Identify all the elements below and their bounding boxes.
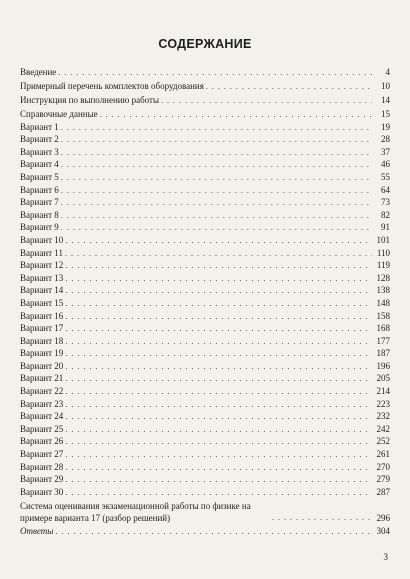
toc-entry-variant-29[interactable] bbox=[20, 473, 390, 486]
dot-leader bbox=[65, 248, 372, 261]
toc-entry-page: 73 bbox=[381, 197, 390, 208]
dot-leader bbox=[61, 197, 372, 210]
toc-entry-label: Справочные данные bbox=[20, 108, 98, 119]
toc-entry-label: Инструкция по выполнению работы bbox=[20, 94, 160, 105]
toc-entry-label: Вариант 3 bbox=[20, 146, 59, 157]
toc-entry-variant-8[interactable] bbox=[20, 209, 390, 222]
toc-entry-variant-11[interactable] bbox=[20, 247, 390, 260]
dot-leader bbox=[61, 172, 372, 185]
toc-entry-label: Вариант 20 bbox=[20, 360, 64, 371]
toc-entry-label: Вариант 15 bbox=[20, 297, 64, 308]
toc-entry-variant-16[interactable] bbox=[20, 310, 390, 323]
toc-entry-page: 82 bbox=[381, 209, 390, 220]
dot-leader bbox=[65, 361, 372, 374]
toc-entry-label: Примерный перечень комплектов оборудования bbox=[20, 80, 204, 91]
dot-leader bbox=[65, 487, 372, 500]
toc-entry-page: 46 bbox=[381, 159, 390, 170]
dot-leader bbox=[55, 525, 372, 539]
toc-entry-page: 296 bbox=[376, 513, 390, 524]
toc-entry-page: 91 bbox=[381, 222, 390, 233]
toc-entry-label: Вариант 26 bbox=[20, 436, 64, 447]
toc-entry-label: Вариант 12 bbox=[20, 260, 64, 271]
toc-entry-label: Вариант 29 bbox=[20, 474, 64, 485]
toc-entry-variant-25[interactable] bbox=[20, 423, 390, 436]
toc-entry-variant-14[interactable] bbox=[20, 284, 390, 297]
toc-entry-equipment-list[interactable] bbox=[20, 79, 390, 93]
dot-leader bbox=[65, 474, 372, 487]
toc-entry-variant-20[interactable] bbox=[20, 360, 390, 373]
dot-leader bbox=[100, 108, 372, 122]
dot-leader bbox=[206, 80, 372, 94]
toc-entry-variant-7[interactable] bbox=[20, 196, 390, 209]
toc-entry-variant-26[interactable] bbox=[20, 435, 390, 448]
toc-entry-page: 14 bbox=[381, 94, 390, 105]
toc-entry-page: 138 bbox=[376, 285, 390, 296]
dot-leader bbox=[65, 373, 372, 386]
toc-entry-label: Вариант 4 bbox=[20, 159, 59, 170]
dot-leader bbox=[65, 285, 372, 298]
toc-entry-page: 101 bbox=[376, 234, 390, 245]
dot-leader bbox=[65, 323, 372, 336]
toc-entry-variant-21[interactable] bbox=[20, 372, 390, 385]
toc-entry-page: 110 bbox=[376, 247, 390, 258]
dot-leader bbox=[65, 399, 372, 412]
toc-entry-page: 252 bbox=[376, 436, 390, 447]
page-title: СОДЕРЖАНИЕ bbox=[158, 37, 252, 51]
toc-entry-page: 4 bbox=[385, 67, 390, 77]
toc-entry-instructions[interactable] bbox=[20, 93, 390, 107]
toc-entry-page: 223 bbox=[376, 398, 390, 409]
toc-entry-page: 304 bbox=[376, 526, 390, 537]
toc-entry-page: 148 bbox=[376, 297, 390, 308]
toc-entry-page: 279 bbox=[376, 474, 390, 485]
toc-entry-page: 261 bbox=[376, 449, 390, 460]
toc-entry-variant-1[interactable] bbox=[20, 121, 390, 134]
toc-entry-label: Вариант 19 bbox=[20, 348, 64, 359]
toc-entry-variant-28[interactable] bbox=[20, 461, 390, 474]
toc-entry-grading-system[interactable] bbox=[20, 498, 390, 524]
toc-entry-label: Вариант 11 bbox=[20, 247, 63, 258]
dot-leader bbox=[61, 185, 372, 198]
toc-entry-variant-23[interactable] bbox=[20, 398, 390, 411]
toc-entry-label: Вариант 28 bbox=[20, 461, 64, 472]
toc-entry-reference-data[interactable] bbox=[20, 107, 390, 121]
dot-leader bbox=[65, 436, 372, 449]
toc-entry-variant-30[interactable] bbox=[20, 486, 390, 499]
toc-entry-page: 19 bbox=[381, 121, 390, 132]
toc-entry-page: 128 bbox=[376, 272, 390, 283]
toc-entry-page: 232 bbox=[376, 411, 390, 422]
toc-entry-label: Введение bbox=[20, 67, 57, 77]
toc-entry-page: 242 bbox=[376, 423, 390, 434]
dot-leader bbox=[65, 298, 372, 311]
toc-entry-page: 28 bbox=[381, 134, 390, 145]
dot-leader bbox=[65, 424, 372, 437]
toc-entry-variant-24[interactable] bbox=[20, 410, 390, 423]
toc-entry-label: Вариант 1 bbox=[20, 121, 59, 132]
toc-entry-variant-9[interactable] bbox=[20, 221, 390, 234]
toc-entry-page: 158 bbox=[376, 310, 390, 321]
toc-entry-page: 10 bbox=[381, 80, 390, 91]
toc-entry-label: Вариант 27 bbox=[20, 449, 64, 460]
toc-entry-introduction[interactable] bbox=[20, 66, 390, 79]
toc-entry-variant-6[interactable] bbox=[20, 184, 390, 197]
toc-entry-variant-18[interactable] bbox=[20, 335, 390, 348]
dot-leader bbox=[61, 122, 372, 135]
toc-entry-label: Вариант 18 bbox=[20, 335, 64, 346]
toc-entry-variant-5[interactable] bbox=[20, 171, 390, 184]
toc-entry-variant-19[interactable] bbox=[20, 347, 390, 360]
toc-entry-page: 270 bbox=[376, 461, 390, 472]
dot-leader bbox=[65, 235, 372, 248]
dot-leader bbox=[61, 159, 372, 172]
toc-entry-label: Вариант 9 bbox=[20, 222, 59, 233]
toc-entry-label: Система оценивания экзаменационной работы по физике на примере варианта 17 (разбор решений) bbox=[20, 501, 251, 524]
toc-entry-label: Вариант 14 bbox=[20, 285, 64, 296]
toc-entry-label: Вариант 2 bbox=[20, 134, 59, 145]
dot-leader bbox=[61, 210, 372, 223]
dot-leader bbox=[61, 147, 372, 160]
dot-leader bbox=[65, 273, 372, 286]
toc-entry-page: 119 bbox=[376, 260, 390, 271]
toc-entry-label: Вариант 7 bbox=[20, 197, 59, 208]
toc-entry-page: 168 bbox=[376, 323, 390, 334]
toc-entry-answers[interactable] bbox=[20, 524, 390, 538]
dot-leader bbox=[61, 222, 372, 235]
toc-entry-variant-4[interactable] bbox=[20, 158, 390, 171]
toc-entry-variant-22[interactable] bbox=[20, 385, 390, 398]
toc-entry-variant-17[interactable] bbox=[20, 322, 390, 335]
toc-entry-label: Вариант 22 bbox=[20, 386, 64, 397]
toc-entry-label: Вариант 24 bbox=[20, 411, 64, 422]
page-number: 3 bbox=[383, 552, 388, 562]
toc-entry-page: 64 bbox=[381, 184, 390, 195]
toc-entry-page: 37 bbox=[381, 146, 390, 157]
dot-leader bbox=[65, 411, 372, 424]
toc-entry-label: Вариант 6 bbox=[20, 184, 59, 195]
toc-entry-page: 196 bbox=[376, 360, 390, 371]
toc-entry-page: 15 bbox=[381, 108, 390, 119]
toc-entry-page: 187 bbox=[376, 348, 390, 359]
dot-leader bbox=[272, 512, 372, 524]
toc-entry-label: Вариант 5 bbox=[20, 171, 59, 182]
toc-entry-variant-3[interactable] bbox=[20, 146, 390, 159]
table-of-contents bbox=[20, 66, 390, 538]
toc-entry-label: Ответы bbox=[20, 526, 54, 537]
dot-leader bbox=[65, 260, 372, 273]
dot-leader bbox=[61, 134, 372, 147]
toc-entry-label: Вариант 30 bbox=[20, 486, 64, 497]
toc-entry-variant-13[interactable] bbox=[20, 272, 390, 285]
dot-leader bbox=[65, 348, 372, 361]
toc-entry-variant-10[interactable] bbox=[20, 234, 390, 247]
toc-entry-page: 287 bbox=[376, 486, 390, 497]
toc-entry-page: 205 bbox=[376, 373, 390, 384]
toc-entry-variant-27[interactable] bbox=[20, 448, 390, 461]
toc-entry-page: 55 bbox=[381, 171, 390, 182]
toc-entry-variant-15[interactable] bbox=[20, 297, 390, 310]
toc-entry-label: Вариант 23 bbox=[20, 398, 64, 409]
toc-entry-variant-12[interactable] bbox=[20, 259, 390, 272]
toc-entry-label: Вариант 8 bbox=[20, 209, 59, 220]
toc-entry-label: Вариант 25 bbox=[20, 423, 64, 434]
dot-leader bbox=[65, 311, 372, 324]
dot-leader bbox=[65, 449, 372, 462]
dot-leader bbox=[65, 462, 372, 475]
toc-entry-variant-2[interactable] bbox=[20, 133, 390, 146]
toc-entry-label: Вариант 21 bbox=[20, 373, 64, 384]
toc-entry-label: Вариант 10 bbox=[20, 234, 64, 245]
toc-entry-label: Вариант 13 bbox=[20, 272, 64, 283]
toc-entry-page: 214 bbox=[376, 386, 390, 397]
dot-leader bbox=[161, 94, 372, 108]
dot-leader bbox=[65, 336, 372, 349]
dot-leader bbox=[65, 386, 372, 399]
toc-entry-page: 177 bbox=[376, 335, 390, 346]
toc-entry-label: Вариант 17 bbox=[20, 323, 64, 334]
toc-entry-label: Вариант 16 bbox=[20, 310, 64, 321]
